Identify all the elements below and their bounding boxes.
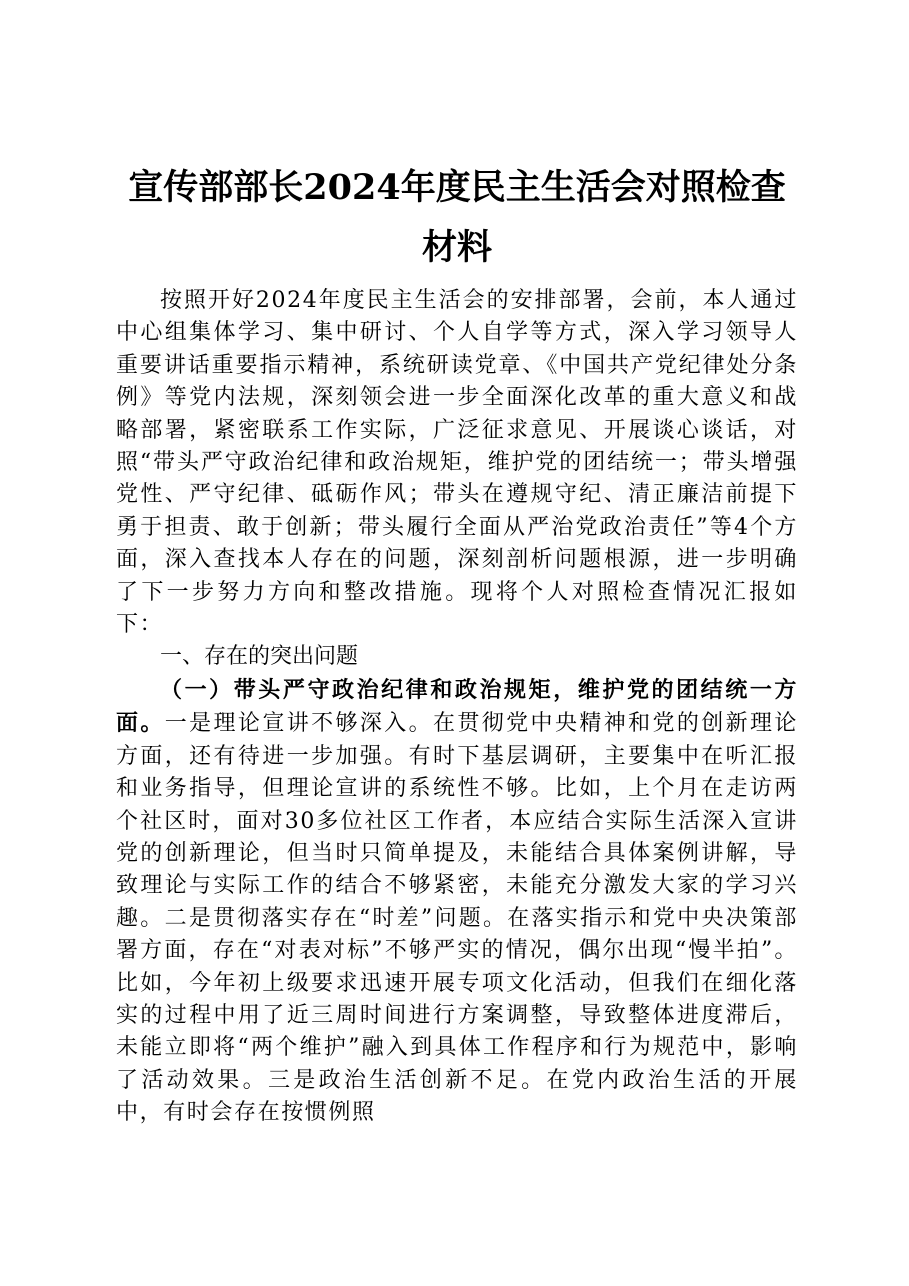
subsection-paragraph — [116, 674, 798, 1130]
document-body — [116, 285, 798, 1130]
subsection-heading: （一）带头严守政治纪律和政治规矩，维护党的团结统一方面。 — [116, 676, 798, 737]
document-title: 宣传部部长2024年度民主生活会对照检查材料 — [128, 167, 786, 268]
intro-paragraph: 按照开好2024年度民主生活会的安排部署，会前，本人通过中心组集体学习、集中研讨、个人自学等方式，深入学习领导人重要讲话重要指示精神，系统研读党章、《中国共产党纪律处分条例》等党内法规，深刻领会进一步全面深化改革的重大意义和战略部署，紧密联系工作实际，广泛征求意见、开展谈心谈话，对照“带头严守政治纪律和政治规矩，维护党的团结统一；带头增强党性、严守纪律、砥砺作风；带头在遵规守纪、清正廉洁前提下勇于担责、敢于创新；带头履行全面从严治党政治责任”等4个方面，深入查找本人存在的问题，深刻剖析问题根源，进一步明确了下一步努力方向和整改措施。现将个人对照检查情况汇报如下： — [116, 288, 798, 638]
subsection-body: 一是理论宣讲不够深入。在贯彻党中央精神和党的创新理论方面，还有待进一步加强。有时下基层调研，主要集中在听汇报和业务指导，但理论宣讲的系统性不够。比如，上个月在走访两个社区时，面对30多位社区工作者，本应结合实际生活深入宣讲党的创新理论，但当时只简单提及，未能结合具体案例讲解，导致理论与实际工作的结合不够紧密，未能充分激发大家的学习兴趣。二是贯彻落实存在“时差”问题。在落实指示和党中央决策部署方面，存在“对表对标”不够严实的情况，偶尔出现“慢半拍”。比如，今年初上级要求迅速开展专项文化活动，但我们在细化落实的过程中用了近三周时间进行方案调整，导致整体进度滞后，未能立即将“两个维护”融入到具体工作程序和行为规范中，影响了活动效果。三是政治生活创新不足。在党内政治生活的开展中，有时会存在按惯例照 — [116, 711, 799, 1126]
section-heading: 一、存在的突出问题 — [160, 644, 359, 670]
